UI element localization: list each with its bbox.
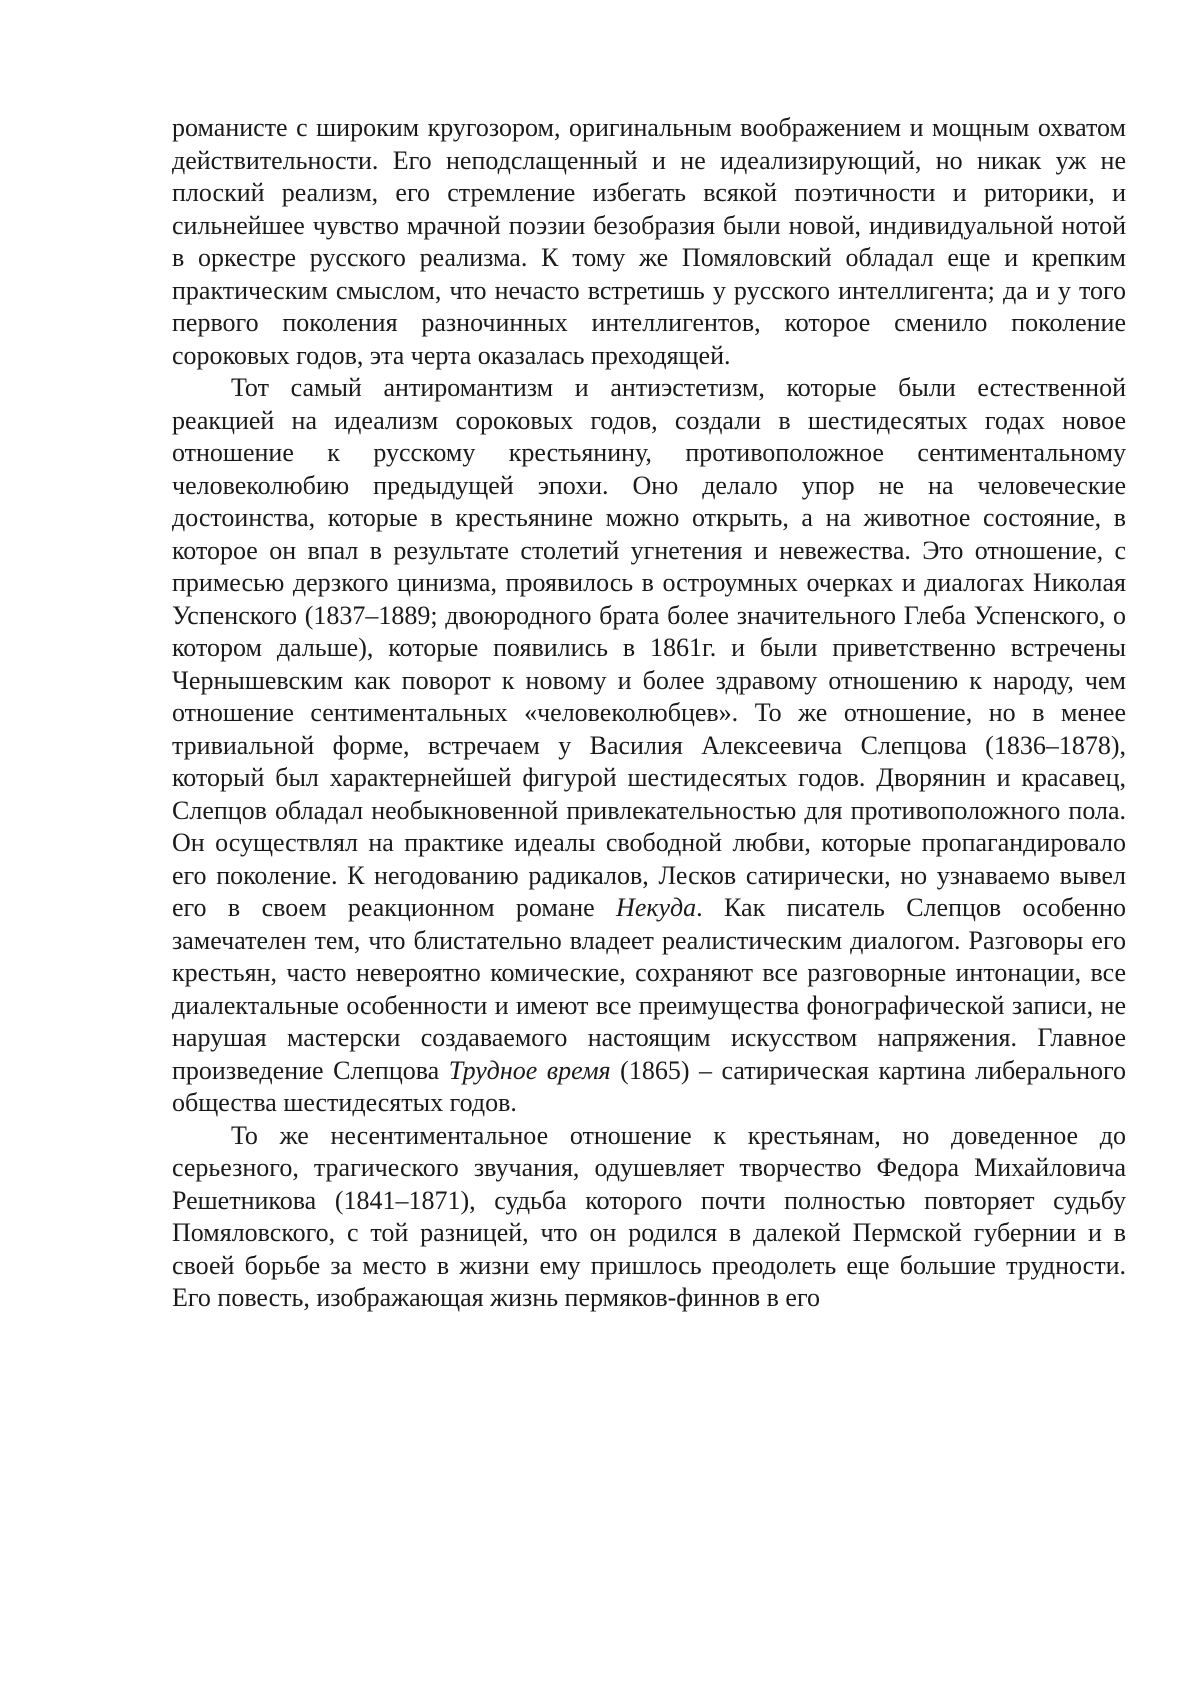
document-page [172, 112, 1126, 1315]
paragraph-text: То же несентиментальное отношение к крестьянам, но доведенное до серьезного, трагического звучания, одушевляет творчество Федора Михайловича Решетникова (1841–1871), судьба которого почти полностью повторяет судьбу Помяловского, с той разницей, что он родился в далекой Пермской губернии и в своей борьбе за место в жизни ему пришлось преодолеть еще большие трудности. Его повесть, изображающая жизнь пермяков-финнов в его [172, 1120, 1126, 1312]
book-title: Некуда [616, 893, 697, 922]
paragraph-text: романисте с широким кругозором, оригинальным воображением и мощным охватом действительности. Его неподслащенный и не идеализирующий, но никак уж не плоский реализм, его стремление избегать всякой поэтичности и риторики, и сильнейшее чувство мрачной поэзии безобразия были новой, индивидуальной нотой в оркестре русского реализма. К тому же Помяловский обладал еще и крепким практическим смыслом, что нечасто встретишь у русского интеллигента; да и у того первого поколения разночинных интеллигентов, которое сменило поколение сороковых годов, эта черта оказалась преходящей. [172, 113, 1126, 370]
paragraph [172, 1120, 1126, 1315]
book-title: Трудное время [448, 1055, 611, 1085]
paragraph [172, 372, 1126, 1120]
paragraph-text: (1865) – сатирическая картина либерального общества шестидесятых годов. [172, 1055, 1126, 1117]
paragraph-text: . Как писатель Слепцов особенно замечателен тем, что блистательно владеет реалистическим диалогом. Разговоры его крестьян, часто невероятно комические, сохраняют все разговорные интонации, все диалектальные особенности и имеют все преимущества фонографической записи, не нарушая мастерски создаваемого настоящим искусством напряжения. Главное произведение Слепцова [172, 893, 1126, 1085]
paragraph-text: Тот самый антиромантизм и антиэстетизм, которые были естественной реакцией на идеализм сороковых годов, создали в шестидесятых годах новое отношение к русскому крестьянину, противоположное сентиментальному человеколюбию предыдущей эпохи. Оно делало упор не на человеческие достоинства, которые в крестьянине можно открыть, а на животное состояние, в которое он впал в результате столетий угнетения и невежества. Это отношение, с примесью дерзкого цинизма, проявилось в остроумных очерках и диалогах Николая Успенского (1837–1889; двоюродного брата более значительного Глеба Успенского, о котором дальше), которые появились в 1861г. и были приветственно встречены Чернышевским как поворот к новому и более здравому отношению к народу, чем отношение сентиментальных «человеколюбцев». То же отношение, но в менее тривиальной форме, встречаем у Василия Алексеевича Слепцова (1836–1878), который был характернейшей фигурой шестидесятых годов. Дворянин и красавец, Слепцов обладал необыкновенной привлекательностью для противоположного пола. Он осуществлял на практике идеалы свободной любви, которые пропагандировало его поколение. К негодованию радикалов, Лесков сатирически, но узнаваемо вывел его в своем реакционном романе [172, 373, 1126, 922]
paragraph [172, 112, 1126, 372]
